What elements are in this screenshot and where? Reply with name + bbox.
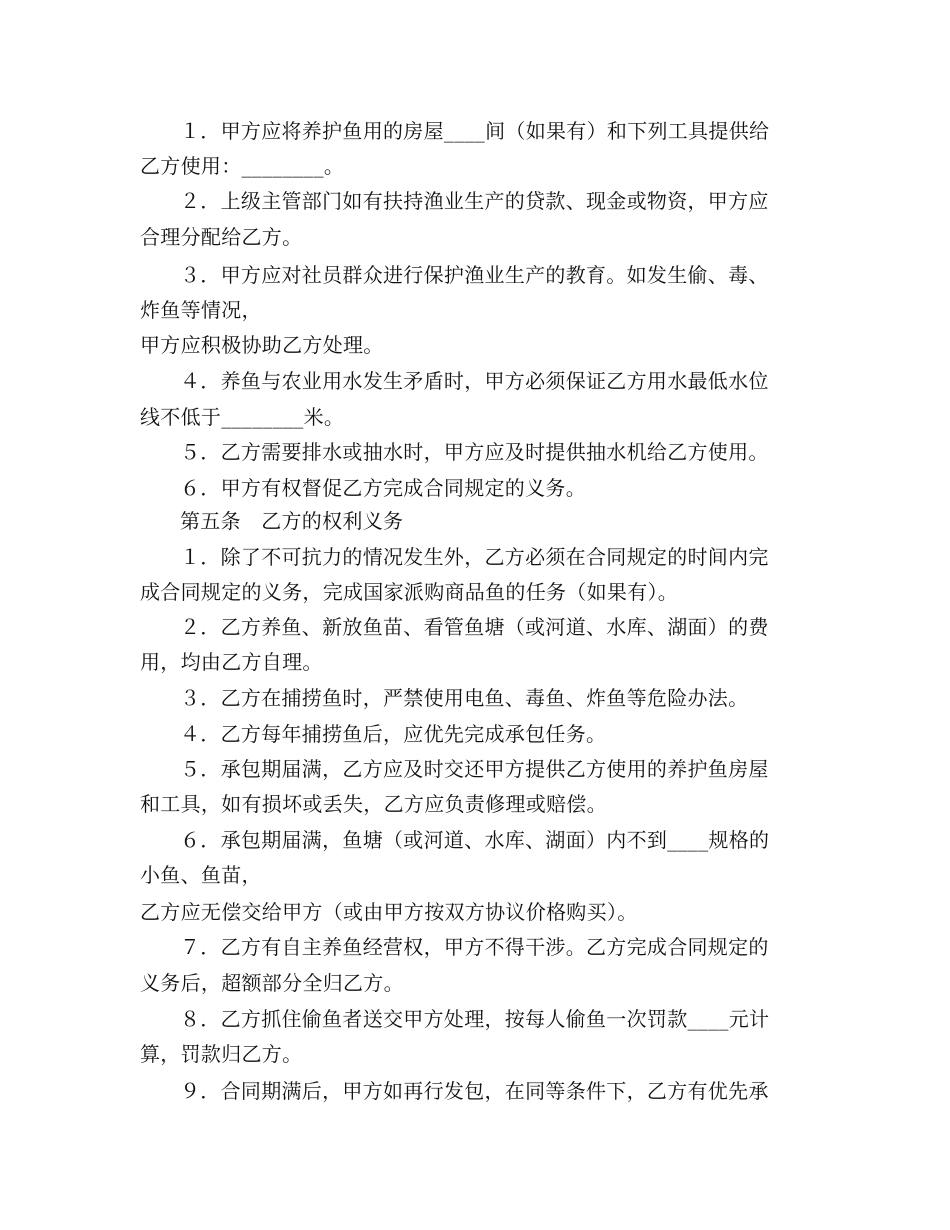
text-line: ３．乙方在捕捞鱼时，严禁使用电鱼、毒鱼、炸鱼等危险办法。	[180, 686, 749, 710]
text-line: ２．乙方养鱼、新放鱼苗、看管鱼塘（或河道、水库、湖面）的费	[180, 615, 769, 639]
text-line: ２．上级主管部门如有扶持渔业生产的贷款、现金或物资，甲方应	[180, 189, 769, 213]
text-line: ９．合同期满后，甲方如再行发包，在同等条件下，乙方有优先承	[180, 1079, 769, 1103]
text-line: ５．承包期届满，乙方应及时交还甲方提供乙方使用的养护鱼房屋	[180, 757, 769, 781]
text-line: 用，均由乙方自理。	[140, 650, 323, 674]
text-line: １．除了不可抗力的情况发生外，乙方必须在合同规定的时间内完	[180, 545, 769, 569]
text-line: 乙方使用：________。	[140, 154, 345, 178]
text-line: 义务后，超额部分全归乙方。	[140, 971, 404, 995]
text-line: 甲方应积极协助乙方处理。	[140, 333, 384, 357]
text-line: ６．甲方有权督促乙方完成合同规定的义务。	[180, 476, 586, 500]
text-line: ３．甲方应对社员群众进行保护渔业生产的教育。如发生偷、毒、	[180, 263, 769, 287]
text-line: ８．乙方抓住偷鱼者送交甲方处理，按每人偷鱼一次罚款____元计	[180, 1007, 770, 1031]
text-line: 成合同规定的义务，完成国家派购商品鱼的任务（如果有）。	[140, 580, 679, 604]
text-line: 炸鱼等情况，	[140, 298, 262, 322]
text-line: ４．乙方每年捕捞鱼后，应优先完成承包任务。	[180, 722, 607, 746]
text-line: 乙方应无偿交给甲方（或由甲方按双方协议价格购买）。	[140, 900, 638, 924]
text-line: ６．承包期届满，鱼塘（或河道、水库、湖面）内不到____规格的	[180, 828, 770, 852]
text-line: １．甲方应将养护鱼用的房屋____间（如果有）和下列工具提供给	[180, 119, 770, 143]
text-line: ５．乙方需要排水或抽水时，甲方应及时提供抽水机给乙方使用。	[180, 440, 769, 464]
text-line: 小鱼、鱼苗，	[140, 863, 262, 887]
text-line: ７．乙方有自主养鱼经营权，甲方不得干涉。乙方完成合同规定的	[180, 935, 769, 959]
text-line: 算，罚款归乙方。	[140, 1042, 303, 1066]
text-line: ４．养鱼与农业用水发生矛盾时，甲方必须保证乙方用水最低水位	[180, 369, 769, 393]
text-line: 线不低于________米。	[140, 405, 345, 429]
text-line: 和工具，如有损坏或丢失，乙方应负责修理或赔偿。	[140, 792, 607, 816]
text-line: 第五条 乙方的权利义务	[180, 509, 404, 533]
text-line: 合理分配给乙方。	[140, 225, 303, 249]
